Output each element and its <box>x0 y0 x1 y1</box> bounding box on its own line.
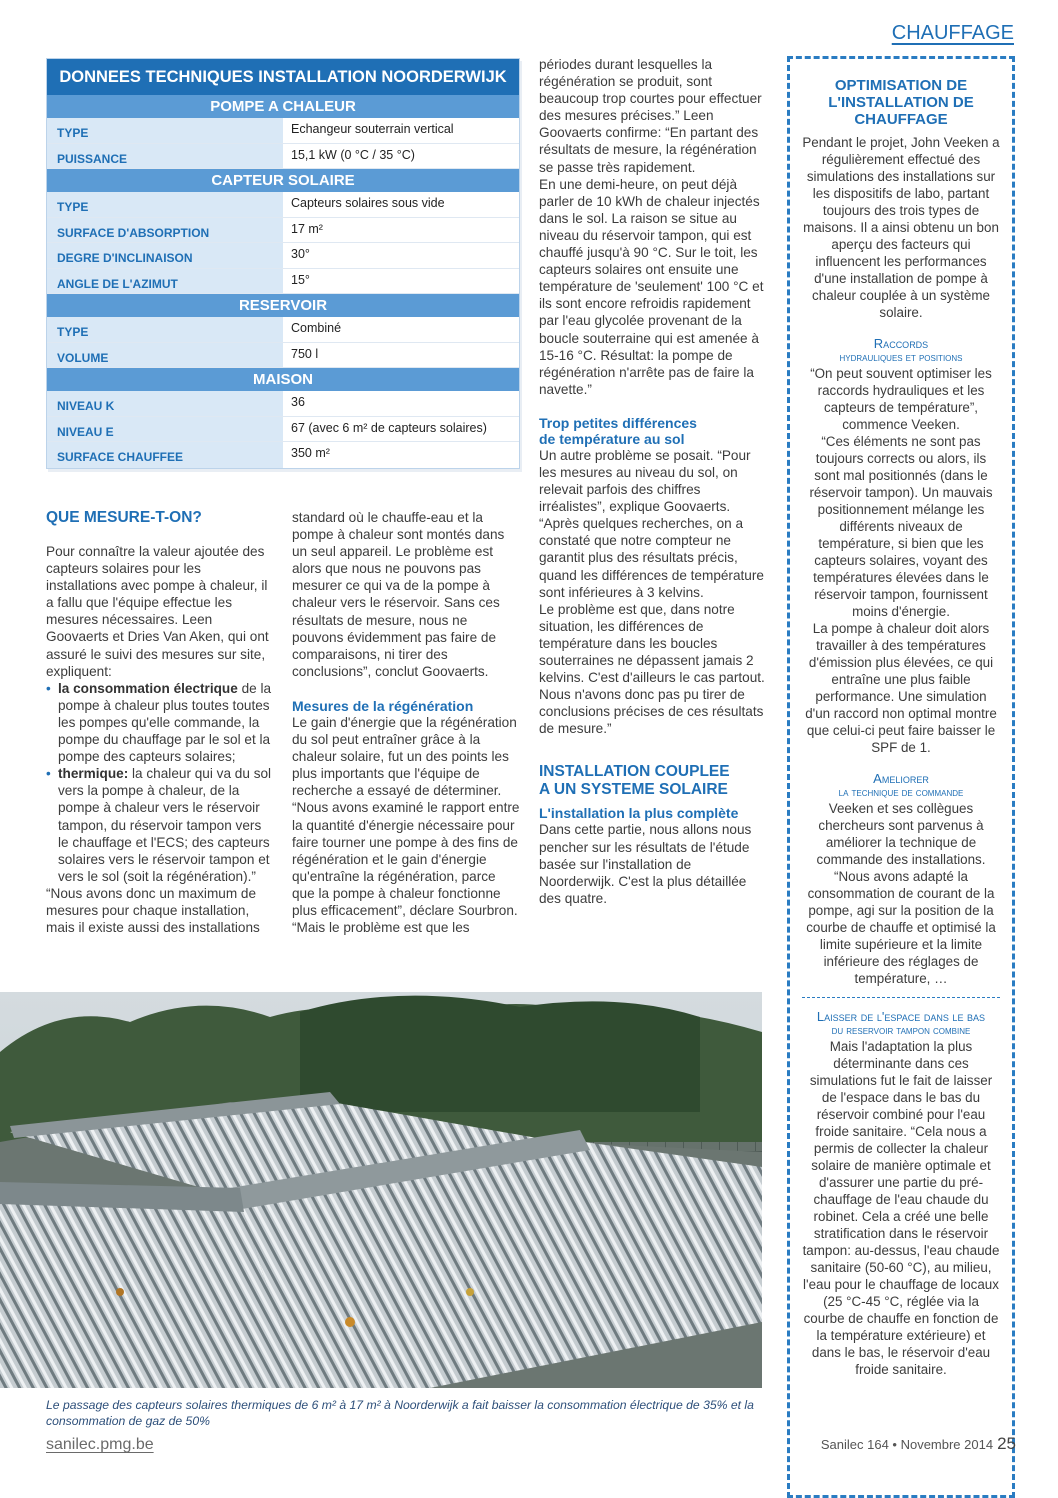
table-row <box>47 218 519 244</box>
section-tag: CHAUFFAGE <box>891 22 1014 44</box>
table-row <box>47 417 519 443</box>
col2-p2: Le gain d'énergie que la régénération du sol peut entraîner grâce à la chaleur solaire, fut un des points les plus importants que l'équipe de recherche a essayé de déterminer. <box>292 714 517 799</box>
table-section-heading: POMPE A CHALEUR <box>47 95 519 118</box>
table-key: NIVEAU K <box>47 391 283 416</box>
table-key: VOLUME <box>47 343 283 368</box>
table-row <box>47 269 519 295</box>
table-row <box>47 391 519 417</box>
table-value: 36 <box>291 395 305 409</box>
table-section-heading: MAISON <box>47 368 519 391</box>
sidebar-s1-p3: La pompe à chaleur doit alors travailler à des températures d'émission plus élevées, ce qui entraîne une plus faible performance. Une simulation d'un raccord non optimal montre que celui-ci peut faire baisser le SPF de 1. <box>805 621 997 755</box>
sidebar-title: OPTIMISATION DE L'INSTALLATION DE CHAUFFAGE <box>828 77 974 128</box>
sidebar-s1-p1: “On peut souvent optimiser les raccords hydrauliques et les capteurs de température”, commence Veeken. <box>810 366 992 432</box>
table-value: 67 (avec 6 m² de capteurs solaires) <box>291 420 487 435</box>
table-title: DONNEES TECHNIQUES INSTALLATION NOORDERWIJK <box>47 59 519 95</box>
bullet-text: de la pompe à chaleur plus toutes toutes les pompes qu'elle commande, la pompe du chauffage par le sol et la pompe des capteurs solaires; <box>58 680 272 765</box>
column-1 <box>46 509 274 936</box>
table-section-heading: RESERVOIR <box>47 294 519 317</box>
table-row <box>47 118 519 144</box>
table-row <box>47 343 519 369</box>
table-body <box>47 95 519 468</box>
photo-illustration <box>0 992 762 1388</box>
issue-text: Sanilec 164 • Novembre 2014 <box>820 1437 994 1452</box>
table-value: Combiné <box>291 321 342 335</box>
spacer <box>802 756 1000 772</box>
table-row <box>47 192 519 218</box>
column-3 <box>539 56 767 907</box>
table-value: 750 l <box>291 346 319 361</box>
sidebar-sub-title: Ameliorer <box>873 771 929 786</box>
divider <box>802 997 1000 998</box>
sidebar-s2-p2: “Nous avons adapté la consommation de courant de la pompe, agi sur la position de la courbe de chauffe et optimisé la limite supérieure et la limite inférieure des réglages de température, … <box>806 869 996 986</box>
table-key: ANGLE DE L'AZIMUT <box>47 269 283 294</box>
table-row <box>47 442 519 468</box>
table-value: Capteurs solaires sous vide <box>291 196 445 210</box>
sidebar-sub-title: du reservoir tampon combine <box>831 1025 971 1037</box>
solar-collectors-photo <box>0 992 762 1388</box>
col1-intro: Pour connaître la valeur ajoutée des capteurs solaires pour les installations avec pompe à chaleur, il a fallu que l'équipe effectue les mesures nécessaires. Leen Goovaerts et Dries Van Aken, qui ont assuré le suivi des mesures sur site, expliquent: <box>46 544 269 679</box>
bullet-bold: thermique: <box>58 766 129 782</box>
sidebar-sub-title: Laisser de l'espace dans le bas <box>816 1009 986 1024</box>
table-value: Echangeur souterrain vertical <box>291 122 454 136</box>
column-2 <box>292 509 520 936</box>
col2-p4: “Mais le problème est que les <box>292 920 470 936</box>
heading-plus-complete: L'installation la plus complète <box>539 805 739 822</box>
table-value: 15,1 kW (0 °C / 35 °C) <box>291 147 415 162</box>
heading-regeneration: Mesures de la régénération <box>292 697 474 714</box>
bullet-thermique <box>46 765 274 885</box>
bullet-text: la chaleur qui va du sol vers la pompe à chaleur, de la pompe à chaleur vers le réservoir tampon, du réservoir tampon vers le chauffage et l'ECS; des capteurs solaires vers le réservoir tampon et vers le sol (soit la régénération).” <box>58 766 272 884</box>
sidebar-s3-p1: Mais l'adaptation la plus déterminante dans ces simulations fut le fait de laisser de l'espace dans le bas du réservoir combiné pour l'eau froide sanitaire. “Cela nous a permis de collecter la chaleur solaire de manière optimale et d'assurer une partie du pré-chauffage de l'eau chaude du robinet. Cela a créé une belle stratification dans le réservoir tampon: au-dessus, l'eau chaude sanitaire (50-60 °C), au milieu, l'eau pour le chauffage de locaux (25 °C-45 °C, réglée via la courbe de chauffe en fonction de la température extérieure) et dans le bas, le réservoir d'eau froide sanitaire. <box>802 1039 1000 1377</box>
heading-que-mesure: QUE MESURE-T-ON? <box>46 509 202 526</box>
technical-data-table <box>46 58 520 469</box>
bullet-electrique <box>46 680 274 765</box>
table-key: TYPE <box>47 317 283 342</box>
col2-p3: “Nous avons examiné le rapport entre la quantité d'énergie nécessaire pour faire tourner une pompe à des fins de régénération et le gain d'énergie qu'entraîne la régénération, parce que la pompe à chaleur fonctionne plus efficacement”, déclare Sourbron. <box>292 800 520 918</box>
heading-line: INSTALLATION COUPLEE <box>539 763 730 781</box>
page-number: 25 <box>997 1434 1016 1453</box>
heading-line: Trop petites différences <box>539 414 697 431</box>
table-value: 15° <box>291 272 310 287</box>
sidebar-intro: Pendant le projet, John Veeken a régulièrement effectué des simulations des installations sur les dispositifs de labo, partant toujours des trois types de maisons. Il a ainsi obtenu un bon aperçu des facteurs qui influencent les performances d'une installation de pompe à chaleur couplée à un système solaire. <box>802 135 1000 320</box>
footer-website[interactable]: sanilec.pmg.be <box>46 1436 154 1453</box>
bullet-dot: • <box>46 766 51 782</box>
table-key: PUISSANCE <box>47 144 283 169</box>
table-key: TYPE <box>47 192 283 217</box>
footer-issue <box>821 1434 1016 1454</box>
col1-outro: “Nous avons donc un maximum de mesures pour chaque installation, mais il existe aussi des installations <box>46 885 260 936</box>
col3-p3: Un autre problème se posait. “Pour les mesures au niveau du sol, on relevait parfois des chiffres irréalistes”, explique Goovaerts. “Après quelques recherches, on a constaté que notre compteur ne garantit plus des résultats précis, quand les différences de température sont inférieures à 3 kelvins. <box>539 447 764 600</box>
table-key: SURFACE CHAUFFEE <box>47 442 283 468</box>
table-section-heading: CAPTEUR SOLAIRE <box>47 169 519 192</box>
col2-p1: standard où le chauffe-eau et la pompe à chaleur sont montés dans un seul appareil. Le problème est alors que nous ne pouvons pas mesurer ce qui va de la pompe à chaleur vers le réservoir. Sans ces résultats de mesure, nous ne pouvons évidemment pas faire de comparaisons, ni tirer des conclusions”, conclut Goovaerts. <box>292 510 505 679</box>
table-row <box>47 144 519 170</box>
table-key: SURFACE D'ABSORPTION <box>47 218 283 243</box>
heading-line: A UN SYSTEME SOLAIRE <box>539 781 728 799</box>
table-key: DEGRE D'INCLINAISON <box>47 243 283 268</box>
col3-p2: En une demi-heure, on peut déjà parler de 10 kWh de chaleur injectés dans le sol. La raison se situe au niveau du réservoir tampon, qui est chauffé jusqu'à 90 °C. Sur le toit, les capteurs solaires ont ensuite une température de 'seulement' 100 °C et ils sont encore refroidis rapidement par l'eau glycolée provenant de la boucle souterraine qui est amenée à 15-16 °C. Résultat: la pompe de régénération n'arrête pas de faire la navette.” <box>539 176 764 397</box>
table-row <box>47 243 519 269</box>
sidebar-sub-title: la technique de commande <box>838 787 964 799</box>
bullet-bold: la consommation électrique <box>58 680 238 696</box>
spacer <box>802 321 1000 337</box>
sidebar-optimisation <box>787 56 1015 1498</box>
sidebar-s2-p1: Veeken et ses collègues chercheurs sont parvenus à améliorer la technique de commande des installations. <box>816 801 986 867</box>
table-key: TYPE <box>47 118 283 143</box>
sidebar-s1-p2: “Ces éléments ne sont pas toujours corrects ou alors, ils sont mal positionnés (dans le réservoir tampon). Un mauvais positionnement mélange les différents niveaux de température, si bien que les capteurs solaires, voyant des températures élevées dans le réservoir tampon, fournissent moins d'énergie. <box>809 434 993 619</box>
sidebar-sub-title: hydrauliques et positions <box>839 352 963 364</box>
table-row <box>47 317 519 343</box>
table-value: 17 m² <box>291 221 323 236</box>
heading-installation-couplee <box>539 763 767 799</box>
col3-p4: Le problème est que, dans notre situation, les différences de température dans les boucles souterraines ne dépassent jamais 2 kelvins. C'est d'ailleurs le cas partout. Nous n'avons donc pas pu tirer de conclusions précises de ces résultats de mesure.” <box>539 601 765 737</box>
sidebar-sub-title: Raccords <box>873 336 929 351</box>
table-value: 30° <box>291 247 310 261</box>
table-key: NIVEAU E <box>47 417 283 442</box>
spacer <box>802 987 1000 997</box>
col3-p5: Dans cette partie, nous allons nous pencher sur les résultats de l'étude basée sur l'installation de Noorderwijk. C'est la plus détaillée des quatre. <box>539 822 752 906</box>
table-value: 350 m² <box>291 446 330 460</box>
bullet-dot: • <box>46 680 51 696</box>
heading-line: de température au sol <box>539 430 685 447</box>
photo-caption: Le passage des capteurs solaires thermiques de 6 m² à 17 m² à Noorderwijk a fait baisser la consommation électrique de 35% et la consommation de gaz de 50% <box>46 1398 754 1428</box>
heading-petites-differences <box>539 415 767 447</box>
col3-p1: périodes durant lesquelles la régénération se produit, sont beaucoup trop courtes pour effectuer des mesures précises.” Leen Goovaerts confirme: “En partant des résultats de mesure, la régénération se passe très rapidement. <box>539 57 762 175</box>
